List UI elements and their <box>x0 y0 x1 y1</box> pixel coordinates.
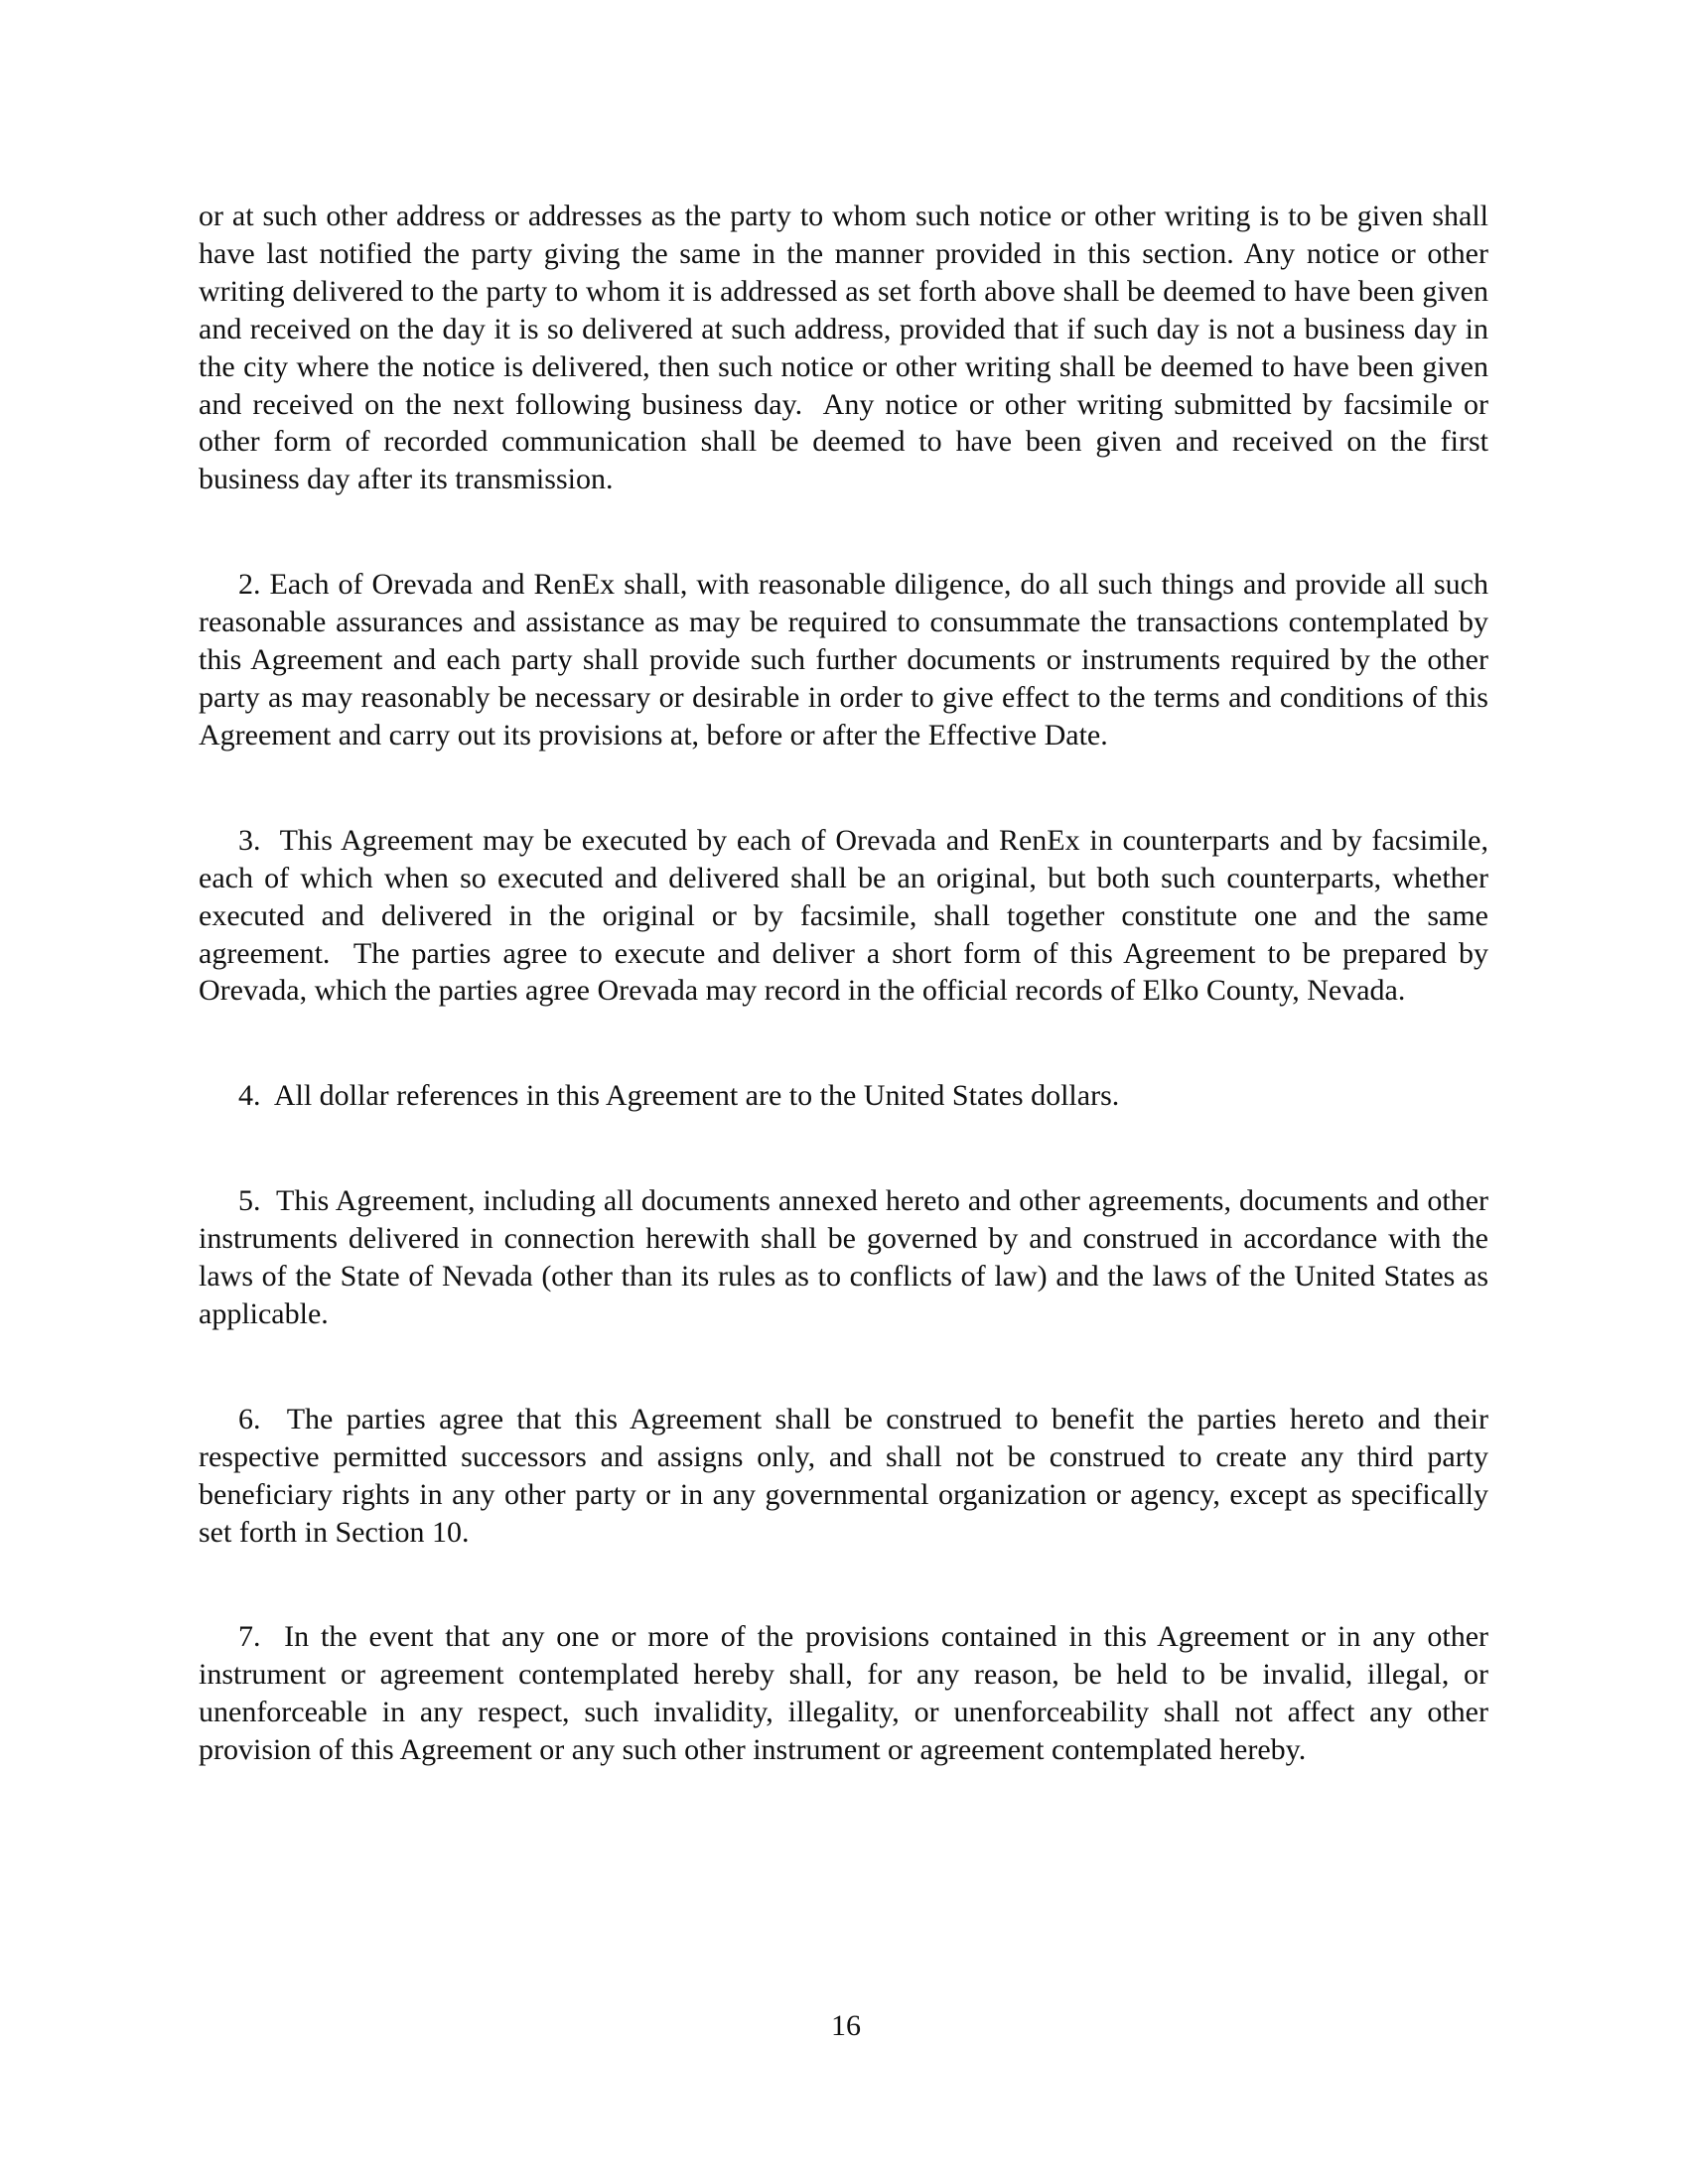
paragraph-3-counterparts: 3. This Agreement may be executed by each of Orevada and RenEx in counterparts and by facsimile, each of which when so executed and delivered shall be an original, but both such counterparts, whether executed and delivered in the original or by facsimile, shall together constitute one and the same agreement. The parties agree to execute and deliver a short form of this Agreement to be prepared by Orevada, which the parties agree Orevada may record in the official records of Elko County, Nevada. <box>199 823 1488 1008</box>
paragraph-5-governing-law: 5. This Agreement, including all documents annexed hereto and other agreements, documents and other instruments delivered in connection herewith shall be governed by and construed in accordance with the laws of the State of Nevada (other than its rules as to conflicts of law) and the laws of the United States as applicable. <box>199 1184 1488 1330</box>
paragraph-2-further-assurances: 2. Each of Orevada and RenEx shall, with reasonable diligence, do all such things and provide all such reasonable assurances and assistance as may be required to consummate the transactions contemplated by this Agreement and each party shall provide such further documents or instruments required by the other party as may reasonably be necessary or desirable in order to give effect to the terms and conditions of this Agreement and carry out its provisions at, before or after the Effective Date. <box>199 568 1488 751</box>
paragraph-4-currency: 4. All dollar references in this Agreement are to the United States dollars. <box>238 1079 1120 1113</box>
document-body <box>199 198 1488 1837</box>
paragraph-6-third-party-beneficiaries: 6. The parties agree that this Agreement shall be construed to benefit the parties hereto and their respective permitted successors and assigns only, and shall not be construed to create any third party beneficiary rights in any other party or in any governmental organization or agency, except as specifically set forth in Section 10. <box>199 1402 1488 1549</box>
paragraph-7-severability: 7. In the event that any one or more of the provisions contained in this Agreement or in any other instrument or agreement contemplated hereby shall, for any reason, be held to be invalid, illegal, or unenforceable in any respect, such invalidity, illegality, or unenforceability shall not affect any other provision of this Agreement or any such other instrument or agreement contemplated hereby. <box>199 1620 1488 1767</box>
page-number: 16 <box>831 2009 861 2042</box>
paragraph-continuation-notice: or at such other address or addresses as the party to whom such notice or other writing is to be given shall have last notified the party giving the same in the manner provided in this section. Any notice or other writing delivered to the party to whom it is addressed as set forth above shall be deemed to have been given and received on the day it is so delivered at such address, provided that if such day is not a business day in the city where the notice is delivered, then such notice or other writing shall be deemed to have been given and received on the next following business day. Any notice or other writing submitted by facsimile or other form of recorded communication shall be deemed to have been given and received on the first business day after its transmission. <box>199 200 1488 496</box>
